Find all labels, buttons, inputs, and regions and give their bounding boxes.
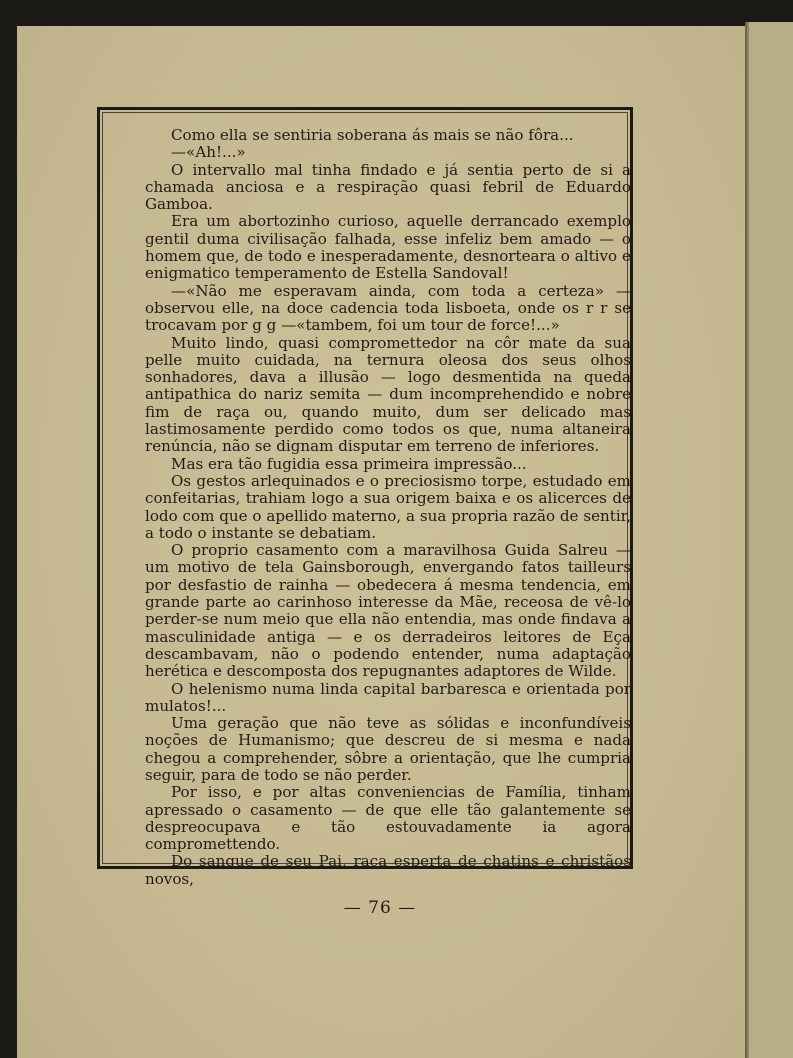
- paragraph: O helenismo numa linda capital barbaresca e orientada por mulatos!...: [145, 679, 631, 715]
- paragraph: Mas era tão fugidia essa primeira impressão...: [171, 454, 527, 473]
- paragraph: Era um abortozinho curioso, aquelle derrancado exemplo gentil duma civilisação falhada, esse infeliz bem amado — o homem que, de todo e inesperadamente, desnorteara o altivo e enigmatico temperamento de Estella Sandoval!: [145, 212, 631, 283]
- paragraph: O intervallo mal tinha findado e já sentia perto de si a chamada anciosa e a respiração quasi febril de Eduardo Gamboa.: [145, 160, 631, 214]
- paragraph: Os gestos arlequinados e o preciosismo torpe, estudado em confeitarias, trahiam logo a sua origem baixa e os alicerces de lodo com que o apellido materno, a sua propria razão de sentir, a todo o instante se debatiam.: [145, 471, 631, 542]
- paragraph: Do sangue de seu Pai, raça esperta de chatins e christãos novos,: [145, 852, 631, 888]
- paragraph: Por isso, e por altas conveniencias de Família, tinham apressado o casamento — de que elle tão galantemente se despreocupava e tão estouvadamente ia agora compromettendo.: [145, 783, 631, 854]
- page-number: — 76 —: [343, 898, 417, 918]
- paragraph: —«Ah!...»: [171, 143, 246, 162]
- paragraph: —«Não me esperavam ainda, com toda a certeza» — observou elle, na doce cadencia toda lisboeta, onde os r r se trocavam por g g —«tambem, foi um tour de force!...»: [145, 281, 631, 335]
- paragraph: Uma geração que não teve as sólidas e inconfundíveis noções de Humanismo; que descreu de si mesma e nada chegou a comprehender, sôbre a orientação, que lhe cumpria seguir, para de todo se não perder.: [145, 714, 631, 784]
- paragraph: O proprio casamento com a maravilhosa Guida Salreu — um motivo de tela Gainsborough, envergando fatos tailleurs por desfastio de rainha — obedecera á mesma tendencia, em grande parte ao carinhoso interesse da Mãe, receosa de vê-lo perder-se num meio que ella não entendia, mas onde findava a masculinidade antiga — e os derradeiros leitores de Eça descambavam, não o podendo entender, numa adaptação herética e descomposta dos repugnantes adaptores de Wilde.: [145, 541, 631, 681]
- paragraph: Como ella se sentiria soberana ás mais se não fôra...: [171, 126, 574, 144]
- body-text: [145, 127, 631, 888]
- paragraph: Muito lindo, quasi compromettedor na côr mate da sua pelle muito cuidada, na ternura oleosa dos seus olhos sonhadores, dava a illusão — logo desmentida na queda antipathica do nariz semita — dum incomprehendido e nobre fim de raça ou, quando muito, dum ser delicado mas lastimosamente perdido como todos os que, numa altaneira renúncia, não se dignam disputar em terreno de inferiores.: [145, 333, 631, 456]
